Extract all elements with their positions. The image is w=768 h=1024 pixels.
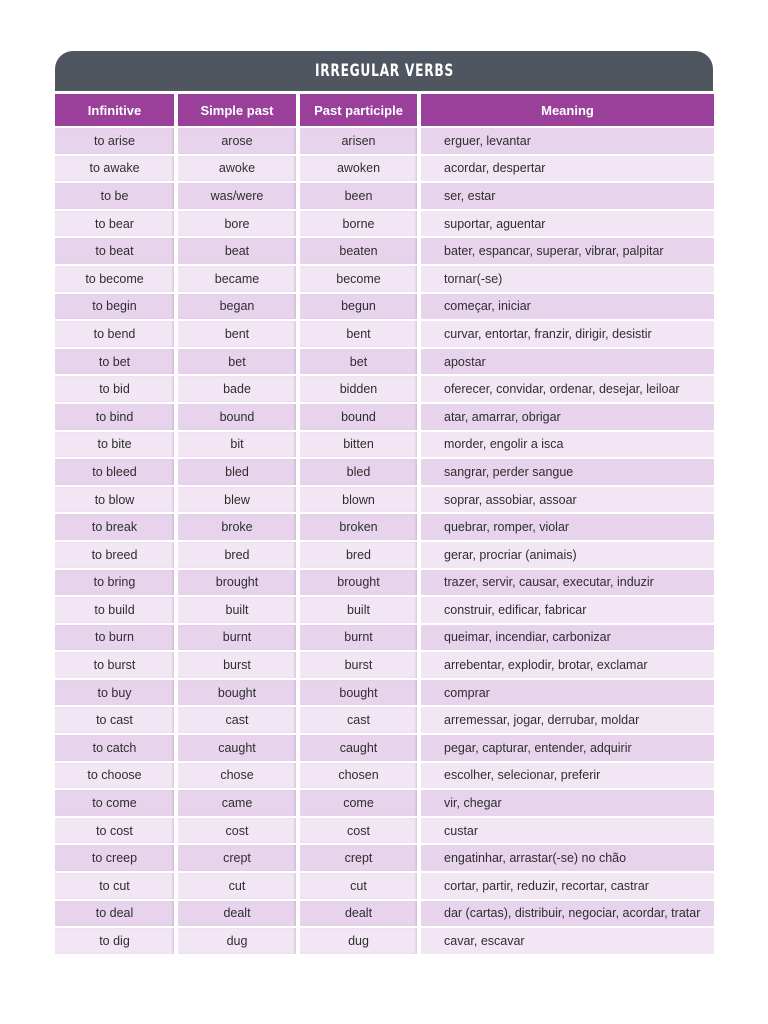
past-participle-cell: broken	[300, 514, 417, 540]
page-title: IRREGULAR VERBS	[314, 61, 454, 81]
meaning-cell: arremessar, jogar, derrubar, moldar	[421, 707, 714, 733]
infinitive-cell: to come	[55, 790, 174, 816]
past-participle-cell: dealt	[300, 901, 417, 927]
infinitive-cell: to cost	[55, 818, 174, 844]
meaning-cell: quebrar, romper, violar	[421, 514, 714, 540]
infinitive-cell: to arise	[55, 128, 174, 154]
simple-past-cell: burst	[178, 652, 296, 678]
simple-past-cell: dealt	[178, 901, 296, 927]
past-participle-cell: bet	[300, 349, 417, 375]
past-participle-cell: cast	[300, 707, 417, 733]
meaning-cell: tornar(-se)	[421, 266, 714, 292]
past-participle-cell: awoken	[300, 156, 417, 182]
infinitive-cell: to catch	[55, 735, 174, 761]
meaning-cell: sangrar, perder sangue	[421, 459, 714, 485]
meaning-cell: oferecer, convidar, ordenar, desejar, leiloar	[421, 376, 714, 402]
meaning-cell: queimar, incendiar, carbonizar	[421, 625, 714, 651]
past-participle-cell: bidden	[300, 376, 417, 402]
meaning-cell: ser, estar	[421, 183, 714, 209]
meaning-cell: soprar, assobiar, assoar	[421, 487, 714, 513]
simple-past-cell: caught	[178, 735, 296, 761]
past-participle-cell: bound	[300, 404, 417, 430]
past-participle-cell: burnt	[300, 625, 417, 651]
simple-past-cell: bet	[178, 349, 296, 375]
past-participle-cell: cost	[300, 818, 417, 844]
simple-past-cell: burnt	[178, 625, 296, 651]
past-participle-cell: come	[300, 790, 417, 816]
meaning-cell: engatinhar, arrastar(-se) no chão	[421, 845, 714, 871]
meaning-cell: bater, espancar, superar, vibrar, palpitar	[421, 238, 714, 264]
meaning-cell: cortar, partir, reduzir, recortar, castrar	[421, 873, 714, 899]
past-participle-cell: become	[300, 266, 417, 292]
infinitive-cell: to bid	[55, 376, 174, 402]
past-participle-cell: arisen	[300, 128, 417, 154]
meaning-cell: comprar	[421, 680, 714, 706]
infinitive-cell: to bend	[55, 321, 174, 347]
meaning-cell: morder, engolir a isca	[421, 432, 714, 458]
column-header-past-participle: Past participle	[300, 94, 417, 126]
meaning-cell: construir, edificar, fabricar	[421, 597, 714, 623]
simple-past-cell: beat	[178, 238, 296, 264]
simple-past-cell: bred	[178, 542, 296, 568]
simple-past-cell: bit	[178, 432, 296, 458]
meaning-cell: atar, amarrar, obrigar	[421, 404, 714, 430]
infinitive-cell: to break	[55, 514, 174, 540]
past-participle-cell: bitten	[300, 432, 417, 458]
infinitive-cell: to bet	[55, 349, 174, 375]
past-participle-cell: bent	[300, 321, 417, 347]
infinitive-cell: to dig	[55, 928, 174, 954]
infinitive-cell: to cast	[55, 707, 174, 733]
past-participle-cell: bled	[300, 459, 417, 485]
meaning-cell: começar, iniciar	[421, 294, 714, 320]
column-header-meaning: Meaning	[421, 94, 714, 126]
infinitive-cell: to cut	[55, 873, 174, 899]
simple-past-cell: blew	[178, 487, 296, 513]
verbs-table	[55, 94, 713, 956]
infinitive-cell: to bite	[55, 432, 174, 458]
verbs-sheet	[55, 51, 713, 956]
simple-past-cell: bore	[178, 211, 296, 237]
simple-past-cell: bade	[178, 376, 296, 402]
column-header-infinitive: Infinitive	[55, 94, 174, 126]
simple-past-cell: brought	[178, 570, 296, 596]
past-participle-cell: brought	[300, 570, 417, 596]
past-participle-cell: crept	[300, 845, 417, 871]
past-participle-cell: begun	[300, 294, 417, 320]
infinitive-cell: to buy	[55, 680, 174, 706]
past-participle-cell: borne	[300, 211, 417, 237]
simple-past-cell: bled	[178, 459, 296, 485]
meaning-cell: acordar, despertar	[421, 156, 714, 182]
past-participle-cell: bred	[300, 542, 417, 568]
simple-past-cell: chose	[178, 763, 296, 789]
infinitive-cell: to build	[55, 597, 174, 623]
simple-past-cell: crept	[178, 845, 296, 871]
infinitive-cell: to deal	[55, 901, 174, 927]
infinitive-cell: to become	[55, 266, 174, 292]
past-participle-cell: cut	[300, 873, 417, 899]
infinitive-cell: to begin	[55, 294, 174, 320]
meaning-cell: escolher, selecionar, preferir	[421, 763, 714, 789]
simple-past-cell: bent	[178, 321, 296, 347]
simple-past-cell: came	[178, 790, 296, 816]
meaning-cell: arrebentar, explodir, brotar, exclamar	[421, 652, 714, 678]
past-participle-cell: blown	[300, 487, 417, 513]
meaning-cell: dar (cartas), distribuir, negociar, acordar, tratar	[421, 901, 714, 927]
past-participle-cell: chosen	[300, 763, 417, 789]
simple-past-cell: cut	[178, 873, 296, 899]
simple-past-cell: began	[178, 294, 296, 320]
past-participle-cell: been	[300, 183, 417, 209]
meaning-cell: custar	[421, 818, 714, 844]
column-header-simple-past: Simple past	[178, 94, 296, 126]
past-participle-cell: dug	[300, 928, 417, 954]
meaning-cell: vir, chegar	[421, 790, 714, 816]
past-participle-cell: burst	[300, 652, 417, 678]
simple-past-cell: cast	[178, 707, 296, 733]
infinitive-cell: to choose	[55, 763, 174, 789]
simple-past-cell: cost	[178, 818, 296, 844]
past-participle-cell: caught	[300, 735, 417, 761]
meaning-cell: apostar	[421, 349, 714, 375]
past-participle-cell: built	[300, 597, 417, 623]
infinitive-cell: to blow	[55, 487, 174, 513]
infinitive-cell: to bind	[55, 404, 174, 430]
infinitive-cell: to be	[55, 183, 174, 209]
meaning-cell: trazer, servir, causar, executar, induzir	[421, 570, 714, 596]
infinitive-cell: to bear	[55, 211, 174, 237]
simple-past-cell: arose	[178, 128, 296, 154]
meaning-cell: erguer, levantar	[421, 128, 714, 154]
past-participle-cell: bought	[300, 680, 417, 706]
meaning-cell: cavar, escavar	[421, 928, 714, 954]
infinitive-cell: to awake	[55, 156, 174, 182]
infinitive-cell: to bleed	[55, 459, 174, 485]
infinitive-cell: to burst	[55, 652, 174, 678]
simple-past-cell: bought	[178, 680, 296, 706]
title-bar	[55, 51, 713, 91]
simple-past-cell: dug	[178, 928, 296, 954]
simple-past-cell: bound	[178, 404, 296, 430]
infinitive-cell: to creep	[55, 845, 174, 871]
meaning-cell: pegar, capturar, entender, adquirir	[421, 735, 714, 761]
infinitive-cell: to bring	[55, 570, 174, 596]
infinitive-cell: to breed	[55, 542, 174, 568]
simple-past-cell: became	[178, 266, 296, 292]
simple-past-cell: built	[178, 597, 296, 623]
simple-past-cell: awoke	[178, 156, 296, 182]
simple-past-cell: was/were	[178, 183, 296, 209]
meaning-cell: gerar, procriar (animais)	[421, 542, 714, 568]
meaning-cell: suportar, aguentar	[421, 211, 714, 237]
past-participle-cell: beaten	[300, 238, 417, 264]
meaning-cell: curvar, entortar, franzir, dirigir, desistir	[421, 321, 714, 347]
infinitive-cell: to beat	[55, 238, 174, 264]
infinitive-cell: to burn	[55, 625, 174, 651]
simple-past-cell: broke	[178, 514, 296, 540]
